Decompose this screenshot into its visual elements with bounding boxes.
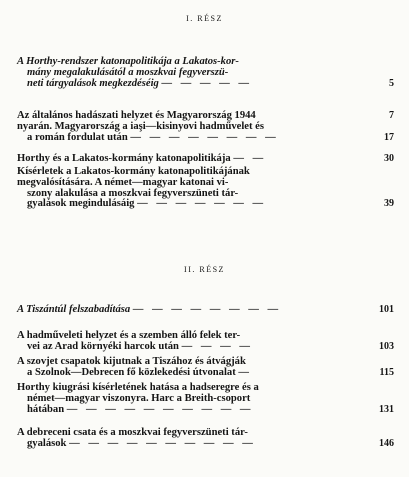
part-1-heading: I. RÉSZ: [186, 14, 223, 23]
leader-dashes: — — — — — — — — — —: [66, 403, 254, 415]
toc-entry-general-situation: [17, 111, 394, 143]
entry-line: gyalások — — — — — — — — — — 146: [27, 437, 394, 449]
page-number: 39: [384, 198, 394, 210]
page-number: 7: [389, 110, 394, 121]
section-line-2: mány megalakulásától a moszkvai fegyverszü-: [27, 66, 229, 78]
page-number: 17: [384, 131, 394, 143]
page-number: 101: [379, 304, 394, 315]
section-line-1: A Horthy-rendszer katonapolitikája a Lakatos-kor-: [17, 56, 239, 67]
leader-dashes: — — — — —: [161, 77, 253, 89]
section-line-3: neti tárgyalások megkezdéséig — — — — — 5: [27, 77, 394, 89]
entry-line: A szovjet csapatok kijutnak a Tiszához és átvágják: [17, 356, 246, 367]
entry-line: a Szolnok—Debrecen fő közlekedési útvonalat — 115: [27, 366, 394, 378]
toc-entry-debrecen-battle: [17, 428, 394, 450]
leader-dashes: — — — —: [181, 340, 253, 352]
entry-line: német—magyar viszonyra. Harc a Breith-csoport: [27, 392, 251, 404]
page-number: 131: [379, 403, 394, 415]
toc-entry-soviet-troops: [17, 357, 394, 379]
entry-line: Horthy kiugrási kísérletének hatása a hadseregre és a: [17, 382, 259, 393]
entry-line: a román fordulat után — — — — — — — — 17: [27, 131, 394, 143]
page-number: 146: [379, 437, 394, 449]
leader-dashes: — — — — — — — —: [130, 131, 279, 143]
leader-dashes: — — — — — — — — — —: [69, 437, 256, 449]
entry-line: Kísérletek a Lakatos-kormány katonapolitikájának: [17, 166, 250, 177]
toc-entry-military-policy: [17, 154, 394, 165]
page-number: 115: [379, 366, 394, 378]
entry-line: hátában — — — — — — — — — — 131: [27, 403, 394, 415]
page-number: 5: [389, 77, 394, 89]
toc-entry-attempts: [17, 167, 394, 210]
entry-line: vei az Arad környéki harcok után — — — — 103: [27, 340, 394, 352]
page-number: 103: [379, 340, 394, 352]
toc-entry-horthy-attempt: [17, 383, 394, 415]
leader-dashes: — —: [233, 153, 267, 164]
section-line-1: A Tiszántúl felszabadítása — — — — — — — — 101: [17, 304, 394, 315]
entry-line: nyarán. Magyarország a iaşi—kisinyovi hadművelet és: [17, 120, 264, 132]
entry-line: A hadműveleti helyzet és a szemben álló felek ter-: [17, 330, 241, 341]
part-2-section-title: [17, 305, 394, 316]
toc-entry-operational-situation: [17, 331, 394, 353]
leader-dashes: —: [238, 366, 252, 378]
leader-dashes: — — — — — — —: [137, 198, 267, 210]
entry-line: Horthy és a Lakatos-kormány katonapolitikája — — 30: [17, 153, 394, 164]
page-number: 30: [384, 153, 394, 164]
leader-dashes: — — — — — — — —: [132, 304, 282, 315]
entry-line: gyalások megindulásáig — — — — — — — 39: [27, 198, 394, 210]
part-1-section-title: [17, 57, 394, 89]
entry-line: A debreceni csata és a moszkvai fegyverszüneti tár-: [17, 427, 248, 438]
entry-line: megvalósítására. A német—magyar katonai vi-: [17, 176, 229, 188]
part-2-heading: II. RÉSZ: [184, 265, 225, 274]
entry-line: Az általános hadászati helyzet és Magyarország 1944 7: [17, 110, 394, 121]
entry-line: szony alakulása a moszkvai fegyverszüneti tár-: [27, 187, 239, 199]
